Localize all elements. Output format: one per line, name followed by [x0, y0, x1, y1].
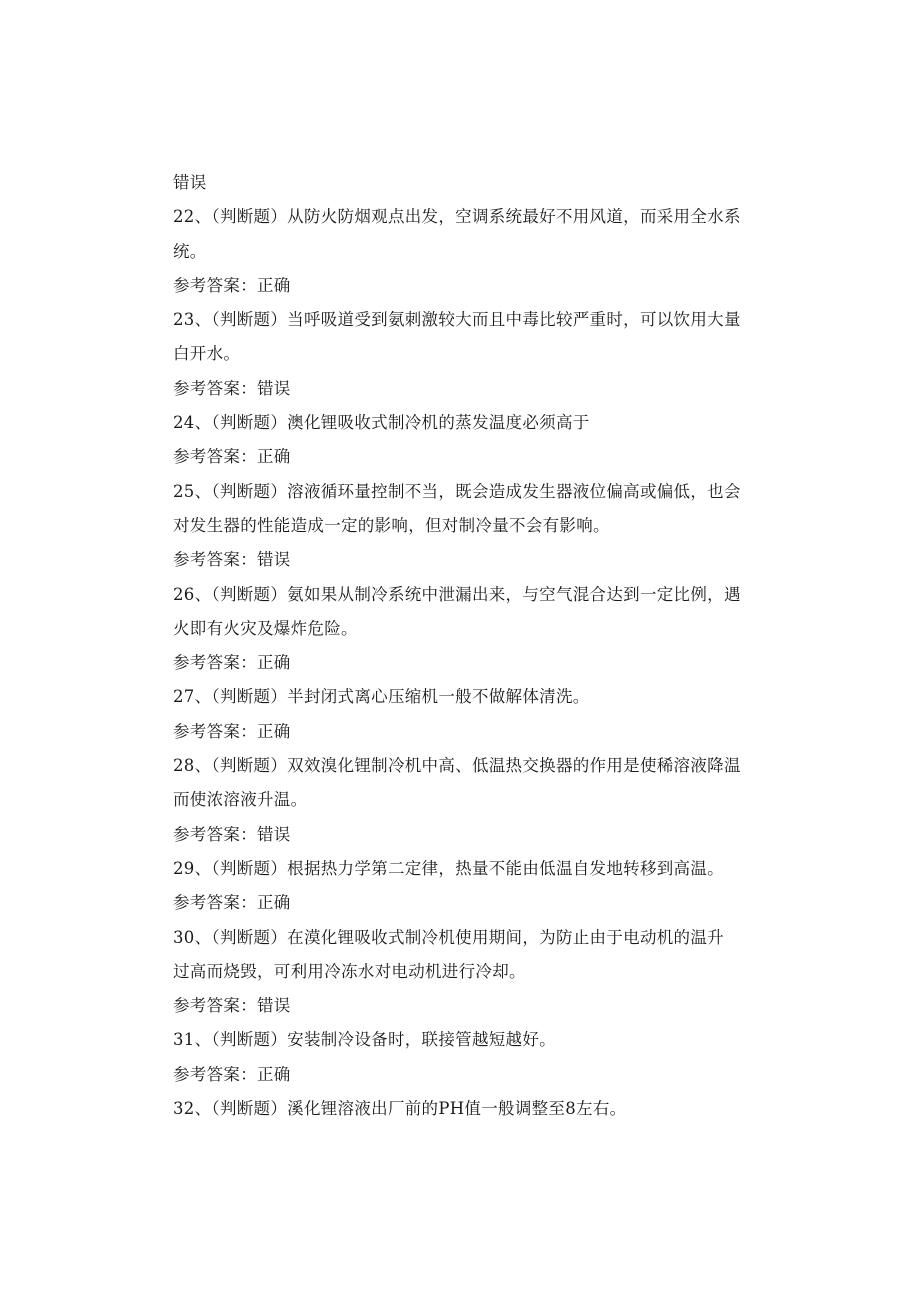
answer-22: 参考答案：正确 — [173, 275, 291, 295]
answer-30: 参考答案：错误 — [173, 996, 291, 1016]
document-body — [173, 166, 753, 1126]
question-22-line-2: 统。 — [173, 241, 207, 261]
answer-23: 参考答案：错误 — [173, 378, 291, 398]
answer-28: 参考答案：错误 — [173, 824, 291, 844]
question-27-line-1: 27、（判断题）半封闭式离心压缩机一般不做解体清洗。 — [173, 687, 590, 707]
answer-27: 参考答案：正确 — [173, 721, 291, 741]
answer-text: 错误 — [173, 173, 207, 192]
question-32-line-1: 32、（判断题）溪化锂溶液出厂前的PH值一般调整至8左右。 — [173, 1099, 627, 1119]
answer-31: 参考答案：正确 — [173, 1064, 291, 1084]
answer-25: 参考答案：错误 — [173, 550, 291, 570]
question-30-line-1: 30、（判断题）在漠化锂吸收式制冷机使用期间，为防止由于电动机的温升 — [173, 927, 724, 947]
answer-24: 参考答案：正确 — [173, 447, 291, 467]
question-22-line-1: 22、（判断题）从防火防烟观点出发，空调系统最好不用风道，而采用全水系 — [173, 207, 741, 227]
question-28-line-2: 而使浓溶液升温。 — [173, 790, 308, 810]
question-26-line-2: 火即有火灾及爆炸危险。 — [173, 618, 358, 638]
question-29-line-1: 29、（判断题）根据热力学第二定律，热量不能由低温自发地转移到高温。 — [173, 858, 724, 878]
answer-26: 参考答案：正确 — [173, 653, 291, 673]
question-26-line-1: 26、（判断题）氨如果从制冷系统中泄漏出来，与空气混合达到一定比例，遇 — [173, 584, 741, 604]
question-28-line-1: 28、（判断题）双效溴化锂制冷机中高、低温热交换器的作用是使稀溶液降温 — [173, 756, 741, 776]
question-25-line-2: 对发生器的性能造成一定的影响，但对制冷量不会有影响。 — [173, 515, 610, 535]
answer-29: 参考答案：正确 — [173, 893, 291, 913]
question-23-line-2: 白开水。 — [173, 344, 241, 364]
question-31-line-1: 31、（判断题）安装制冷设备时，联接管越短越好。 — [173, 1030, 556, 1050]
question-23-line-1: 23、（判断题）当呼吸道受到氨刺激较大而且中毒比较严重时，可以饮用大量 — [173, 310, 741, 330]
question-25-line-1: 25、（判断题）溶液循环量控制不当，既会造成发生器液位偏高或偏低，也会 — [173, 481, 741, 501]
question-24-line-1: 24、（判断题）澳化锂吸收式制冷机的蒸发温度必须高于 — [173, 413, 590, 433]
question-30-line-2: 过高而烧毁，可利用冷冻水对电动机进行冷却。 — [173, 961, 526, 981]
